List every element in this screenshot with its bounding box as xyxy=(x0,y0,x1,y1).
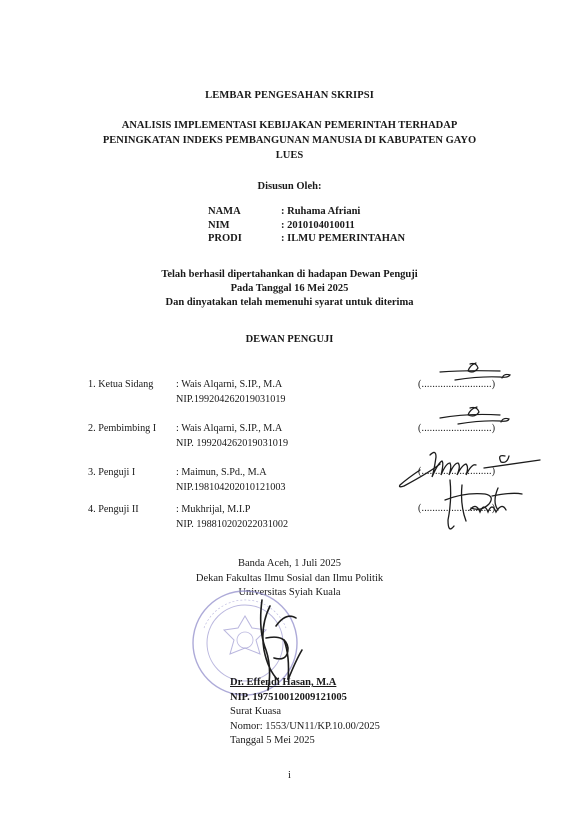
signature-line: (..........................) xyxy=(418,423,496,434)
mandate-number: Nomor: 1553/UN11/KP.10.00/2025 xyxy=(230,720,380,732)
examiner-nip: NIP. 198810202022031002 xyxy=(176,518,289,530)
dean-title: Dekan Fakultas Ilmu Sosial dan Ilmu Politik xyxy=(195,572,384,584)
identity-value: : Ruhama Afriani xyxy=(281,206,361,217)
examiner-role: 3. Penguji I xyxy=(88,467,136,478)
page-heading: LEMBAR PENGESAHAN SKRIPSI xyxy=(205,90,374,101)
compiled-by-label: Disusun Oleh: xyxy=(257,181,322,192)
examiner-name: : Wais Alqarni, S.IP., M.A xyxy=(176,423,283,434)
signature-line: (..........................) xyxy=(418,503,496,514)
signature-line: (..........................) xyxy=(418,466,496,477)
examiner-nip: NIP. 199204262019031019 xyxy=(176,437,289,449)
mandate-label: Surat Kuasa xyxy=(230,706,282,717)
university-name: Universitas Syiah Kuala xyxy=(238,587,341,598)
examiner-nip: NIP.199204262019031019 xyxy=(176,393,286,405)
board-heading: DEWAN PENGUJI xyxy=(245,334,334,345)
page-number: i xyxy=(288,770,291,781)
dean-name: Dr. Effendi Hasan, M.A xyxy=(230,677,337,688)
identity-key: NIM xyxy=(208,219,230,231)
examiner-role: 4. Penguji II xyxy=(88,504,139,515)
defense-line: Telah berhasil dipertahankan di hadapan Dewan Penguji xyxy=(161,269,418,280)
examiner-role: 1. Ketua Sidang xyxy=(88,379,154,390)
signature-line: (..........................) xyxy=(418,379,496,390)
examiner-name: : Mukhrijal, M.I.P xyxy=(176,504,251,515)
identity-value: : ILMU PEMERINTAHAN xyxy=(281,233,406,244)
thesis-title-line: LUES xyxy=(275,150,304,161)
thesis-title-line: ANALISIS IMPLEMENTASI KEBIJAKAN PEMERINTAH TERHADAP xyxy=(121,120,458,131)
place-date: Banda Aceh, 1 Juli 2025 xyxy=(238,558,341,569)
identity-key: PRODI xyxy=(208,233,242,244)
defense-line: Dan dinyatakan telah memenuhi syarat untuk diterima xyxy=(165,297,414,308)
identity-key: NAMA xyxy=(208,206,241,217)
thesis-title-line: PENINGKATAN INDEKS PEMBANGUNAN MANUSIA DI KABUPATEN GAYO xyxy=(102,135,477,146)
examiner-name: : Wais Alqarni, S.IP., M.A xyxy=(176,379,283,390)
dean-identity-block xyxy=(230,676,380,749)
examiner-nip: NIP.198104202010121003 xyxy=(176,481,286,493)
examiner-name: : Maimun, S.Pd., M.A xyxy=(176,467,267,478)
identity-value: : 2010104010011 xyxy=(281,219,355,231)
dean-nip: NIP. 197510012009121005 xyxy=(230,691,347,703)
defense-line: Pada Tanggal 16 Mei 2025 xyxy=(230,283,349,294)
mandate-date: Tanggal 5 Mei 2025 xyxy=(230,735,315,746)
examiner-role: 2. Pembimbing I xyxy=(88,423,157,434)
